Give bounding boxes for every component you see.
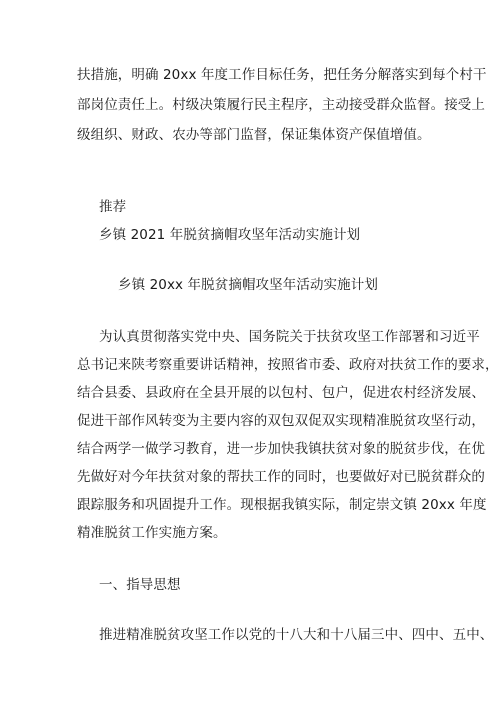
body-line-5: 结合两学一做学习教育，进一步加快我镇扶贫对象的脱贫步伐，在优 — [77, 441, 485, 457]
body-line-2: 总书记来陕考察重要讲话精神，按照省市委、政府对扶贫工作的要求， — [77, 357, 499, 373]
section-heading: 一、指导思想 — [99, 577, 181, 593]
document-title: 乡镇 20xx 年脱贫摘帽攻坚年活动实施计划 — [118, 277, 378, 293]
body-line-6: 先做好对今年扶贫对象的帮扶工作的同时，也要做好对已脱贫群众的 — [77, 469, 485, 485]
body-line-7: 跟踪服务和巩固提升工作。现根据我镇实际，制定崇文镇 20xx 年度 — [77, 497, 487, 513]
recommend-link[interactable]: 乡镇 2021 年脱贫摘帽攻坚年活动实施计划 — [99, 227, 361, 243]
section-body-line-1: 推进精准脱贫攻坚工作以党的十八大和十八届三中、四中、五中、 — [99, 627, 494, 643]
recommend-label: 推荐 — [99, 199, 127, 215]
body-line-3: 结合县委、县政府在全县开展的以包村、包户，促进农村经济发展、 — [77, 385, 485, 401]
body-line-4: 促进干部作风转变为主要内容的双包双促双实现精准脱贫攻坚行动， — [77, 413, 485, 429]
body-line-8: 精准脱贫工作实施方案。 — [77, 525, 227, 541]
intro-line-1: 扶措施，明确 20xx 年度工作目标任务，把任务分解落实到每个村干 — [77, 67, 487, 83]
body-line-1: 为认真贯彻落实党中央、国务院关于扶贫攻坚工作部署和习近平 — [99, 329, 480, 345]
intro-line-2: 部岗位责任上。村级决策履行民主程序，主动接受群众监督。接受上 — [77, 97, 485, 113]
intro-line-3: 级组织、财政、农办等部门监督，保证集体资产保值增值。 — [77, 127, 431, 143]
